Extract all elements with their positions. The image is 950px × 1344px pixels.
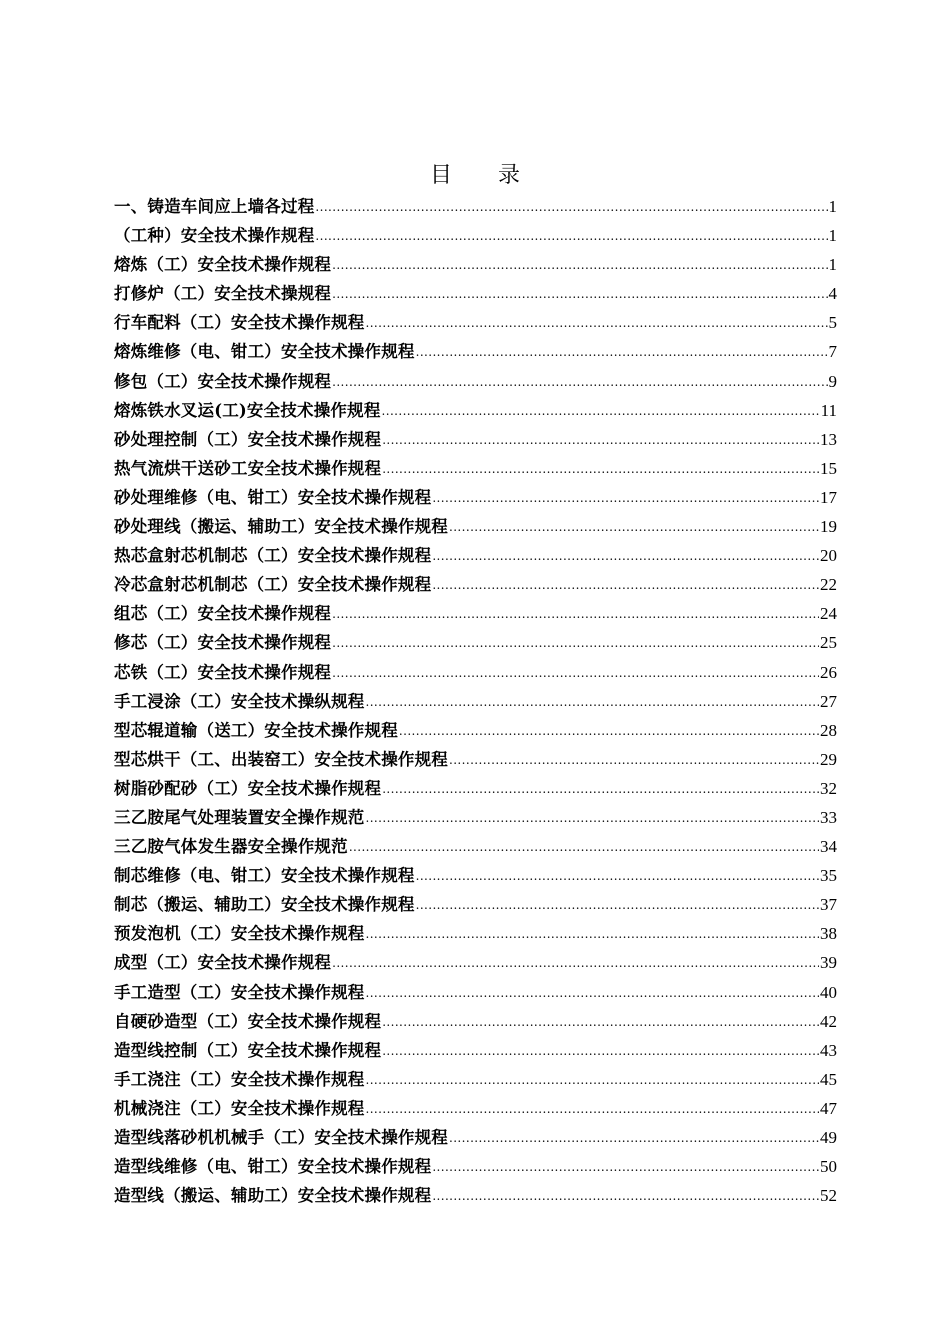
toc-entry-label: 预发泡机（工）安全技术操作规程 bbox=[114, 924, 365, 944]
toc-page-number: 26 bbox=[820, 662, 837, 682]
toc-page-number: 17 bbox=[820, 487, 837, 507]
toc-dot-leader bbox=[349, 833, 819, 861]
toc-dot-leader bbox=[366, 920, 820, 948]
toc-page-number: 43 bbox=[820, 1040, 837, 1060]
toc-entry[interactable] bbox=[114, 308, 837, 337]
toc-page-number: 49 bbox=[820, 1128, 837, 1147]
toc-dot-leader bbox=[332, 280, 827, 308]
toc-entry[interactable] bbox=[114, 1123, 837, 1152]
toc-page-number: 27 bbox=[820, 691, 837, 711]
toc-dot-leader bbox=[315, 193, 827, 221]
toc-page-number: 4 bbox=[828, 284, 837, 304]
toc-page-number: 42 bbox=[820, 1011, 837, 1031]
toc-entry[interactable] bbox=[114, 1036, 837, 1065]
toc-entry-label: 芯铁（工）安全技术操作规程 bbox=[114, 662, 332, 682]
toc-page-number: 19 bbox=[820, 517, 837, 537]
toc-entry[interactable] bbox=[114, 599, 837, 628]
toc-entry[interactable] bbox=[114, 716, 837, 745]
toc-dot-leader bbox=[382, 775, 819, 803]
toc-entry-label: 打修炉（工）安全技术操规程 bbox=[114, 284, 332, 304]
toc-entry[interactable] bbox=[114, 279, 837, 308]
toc-dot-leader bbox=[432, 484, 819, 512]
toc-page-number: 29 bbox=[820, 749, 837, 769]
toc-page-number: 28 bbox=[820, 720, 837, 740]
toc-entry-label: （工种）安全技术操作规程 bbox=[114, 226, 315, 246]
toc-page-number: 9 bbox=[828, 371, 837, 391]
toc-dot-leader bbox=[332, 368, 827, 396]
toc-entry[interactable] bbox=[114, 745, 837, 774]
toc-page-number: 22 bbox=[820, 575, 837, 595]
toc-entry-label: 修芯（工）安全技术操作规程 bbox=[114, 633, 332, 653]
toc-page-number: 47 bbox=[820, 1098, 837, 1118]
toc-entry-label: 熔炼铁水叉运(工)安全技术操作规程 bbox=[114, 400, 381, 420]
toc-page-number: 15 bbox=[820, 458, 837, 478]
toc-page-number: 33 bbox=[820, 807, 837, 827]
toc-dot-leader bbox=[366, 1066, 820, 1094]
toc-dot-leader bbox=[432, 1182, 819, 1210]
toc-entry-label: 熔炼（工）安全技术操作规程 bbox=[114, 255, 332, 275]
toc-entry-label: 手工浇注（工）安全技术操作规程 bbox=[114, 1069, 365, 1089]
toc-entry-label: 熔炼维修（电、钳工）安全技术操作规程 bbox=[114, 342, 415, 362]
toc-title-char-2: 录 bbox=[498, 163, 521, 188]
toc-dot-leader bbox=[382, 397, 820, 425]
toc-page-number: 50 bbox=[820, 1157, 837, 1177]
toc-entry-label: 修包（工）安全技术操作规程 bbox=[114, 371, 332, 391]
toc-entry[interactable] bbox=[114, 890, 837, 919]
toc-dot-leader bbox=[382, 1008, 819, 1036]
toc-page-number: 5 bbox=[828, 313, 837, 333]
toc-page-number: 20 bbox=[820, 546, 837, 566]
toc-dot-leader bbox=[332, 629, 819, 657]
toc-entry[interactable] bbox=[114, 396, 837, 425]
toc-entry-label: 制芯（搬运、辅助工）安全技术操作规程 bbox=[114, 895, 415, 915]
toc-entry-label: 砂处理维修（电、钳工）安全技术操作规程 bbox=[114, 487, 432, 507]
toc-entry[interactable] bbox=[114, 250, 837, 279]
toc-dot-leader bbox=[366, 1095, 820, 1123]
toc-page-number: 32 bbox=[820, 778, 837, 798]
toc-entry[interactable] bbox=[114, 337, 837, 366]
toc-dot-leader bbox=[382, 426, 819, 454]
toc-entry[interactable] bbox=[114, 512, 837, 541]
toc-entry-label: 手工造型（工）安全技术操作规程 bbox=[114, 982, 365, 1002]
toc-page-number: 45 bbox=[820, 1069, 837, 1089]
toc-page-number: 13 bbox=[820, 429, 837, 449]
toc-entry[interactable] bbox=[114, 861, 837, 890]
toc-dot-leader bbox=[366, 309, 828, 337]
toc-page-number: 37 bbox=[820, 895, 837, 915]
toc-dot-leader bbox=[366, 688, 820, 716]
toc-dot-leader bbox=[416, 338, 828, 366]
toc-dot-leader bbox=[382, 1037, 819, 1065]
toc-entry-label: 型芯辊道输（送工）安全技术操作规程 bbox=[114, 720, 398, 740]
toc-entry-label: 热气流烘干送砂工安全技术操作规程 bbox=[114, 458, 382, 478]
toc-entry[interactable] bbox=[114, 541, 837, 570]
toc-entry-label: 造型线（搬运、辅助工）安全技术操作规程 bbox=[114, 1186, 432, 1206]
toc-page-number: 40 bbox=[820, 982, 837, 1002]
toc-entry-label: 三乙胺尾气处理装置安全操作规范 bbox=[114, 807, 365, 827]
toc-page-number: 11 bbox=[820, 400, 837, 420]
toc-dot-leader bbox=[382, 455, 819, 483]
toc-entry-label: 冷芯盒射芯机制芯（工）安全技术操作规程 bbox=[114, 575, 432, 595]
toc-dot-leader bbox=[449, 513, 819, 541]
toc-list bbox=[114, 192, 837, 1210]
toc-dot-leader bbox=[332, 600, 819, 628]
toc-entry-label: 机械浇注（工）安全技术操作规程 bbox=[114, 1098, 365, 1118]
toc-entry[interactable] bbox=[114, 221, 837, 250]
toc-dot-leader bbox=[416, 891, 819, 919]
toc-page-number: 52 bbox=[820, 1186, 837, 1206]
toc-dot-leader bbox=[332, 949, 819, 977]
toc-page-number: 34 bbox=[820, 837, 837, 857]
toc-entry-label: 制芯维修（电、钳工）安全技术操作规程 bbox=[114, 866, 415, 886]
toc-entry[interactable] bbox=[114, 978, 837, 1007]
toc-entry-label: 造型线控制（工）安全技术操作规程 bbox=[114, 1040, 382, 1060]
toc-dot-leader bbox=[399, 717, 819, 745]
toc-entry-label: 造型线维修（电、钳工）安全技术操作规程 bbox=[114, 1157, 432, 1177]
toc-entry[interactable] bbox=[114, 919, 837, 948]
toc-entry[interactable] bbox=[114, 454, 837, 483]
toc-entry[interactable] bbox=[114, 570, 837, 599]
toc-entry[interactable] bbox=[114, 367, 837, 396]
toc-entry-label: 行车配料（工）安全技术操作规程 bbox=[114, 313, 365, 333]
toc-dot-leader bbox=[332, 251, 827, 279]
toc-dot-leader bbox=[366, 979, 820, 1007]
toc-entry[interactable] bbox=[114, 483, 837, 512]
toc-entry[interactable] bbox=[114, 1152, 837, 1181]
toc-page-number: 1 bbox=[828, 255, 837, 275]
toc-entry[interactable] bbox=[114, 832, 837, 861]
toc-entry-label: 砂处理线（搬运、辅助工）安全技术操作规程 bbox=[114, 517, 448, 537]
toc-entry[interactable] bbox=[114, 628, 837, 657]
toc-entry-label: 树脂砂配砂（工）安全技术操作规程 bbox=[114, 778, 382, 798]
toc-entry-label: 型芯烘干（工、出装窑工）安全技术操作规程 bbox=[114, 749, 448, 769]
toc-entry[interactable] bbox=[114, 192, 837, 221]
toc-entry[interactable] bbox=[114, 1094, 837, 1123]
toc-dot-leader bbox=[432, 1153, 819, 1181]
toc-entry[interactable] bbox=[114, 948, 837, 977]
toc-entry[interactable] bbox=[114, 774, 837, 803]
toc-title bbox=[0, 158, 950, 189]
toc-entry-label: 成型（工）安全技术操作规程 bbox=[114, 953, 332, 973]
toc-page-number: 1 bbox=[828, 197, 837, 216]
toc-entry[interactable] bbox=[114, 803, 837, 832]
toc-dot-leader bbox=[449, 1124, 819, 1152]
toc-dot-leader bbox=[416, 862, 819, 890]
toc-dot-leader bbox=[449, 746, 819, 774]
toc-dot-leader bbox=[315, 222, 827, 250]
toc-entry-label: 造型线落砂机机械手（工）安全技术操作规程 bbox=[114, 1128, 448, 1147]
toc-page-number: 35 bbox=[820, 866, 837, 886]
toc-entry-label: 手工浸涂（工）安全技术操纵规程 bbox=[114, 691, 365, 711]
toc-entry-label: 一、铸造车间应上墙各过程 bbox=[114, 197, 315, 216]
toc-dot-leader bbox=[432, 542, 819, 570]
toc-entry[interactable] bbox=[114, 687, 837, 716]
toc-dot-leader bbox=[432, 571, 819, 599]
toc-page-number: 25 bbox=[820, 633, 837, 653]
toc-entry[interactable] bbox=[114, 425, 837, 454]
toc-dot-leader bbox=[366, 804, 820, 832]
toc-dot-leader bbox=[332, 659, 819, 687]
toc-page-number: 1 bbox=[828, 226, 837, 246]
toc-entry-label: 自硬砂造型（工）安全技术操作规程 bbox=[114, 1011, 382, 1031]
toc-page-number: 24 bbox=[820, 604, 837, 624]
toc-entry[interactable] bbox=[114, 1007, 837, 1036]
toc-entry[interactable] bbox=[114, 1065, 837, 1094]
toc-entry[interactable] bbox=[114, 1181, 837, 1210]
toc-entry-label: 组芯（工）安全技术操作规程 bbox=[114, 604, 332, 624]
toc-entry-label: 三乙胺气体发生器安全操作规范 bbox=[114, 837, 348, 857]
toc-page-number: 38 bbox=[820, 924, 837, 944]
toc-title-char-1: 目 bbox=[429, 163, 452, 188]
toc-page-number: 39 bbox=[820, 953, 837, 973]
toc-entry-label: 砂处理控制（工）安全技术操作规程 bbox=[114, 429, 382, 449]
toc-entry-label: 热芯盒射芯机制芯（工）安全技术操作规程 bbox=[114, 546, 432, 566]
toc-entry[interactable] bbox=[114, 658, 837, 687]
toc-page-number: 7 bbox=[828, 342, 837, 362]
